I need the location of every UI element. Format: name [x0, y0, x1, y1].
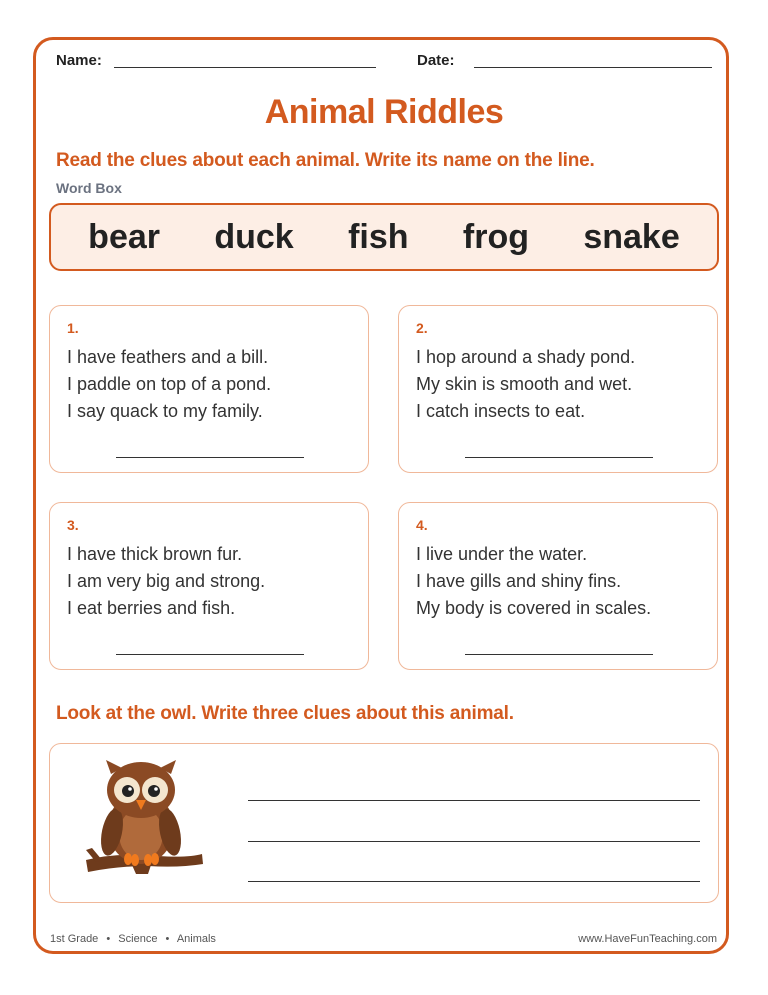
riddle-line: I say quack to my family.	[67, 401, 263, 421]
word-box-label: Word Box	[56, 180, 122, 196]
riddle-text	[67, 344, 271, 425]
tag-grade: 1st Grade	[50, 933, 99, 945]
riddle-text	[416, 541, 651, 622]
word-bear: bear	[88, 217, 160, 256]
riddle-line: I have thick brown fur.	[67, 544, 243, 564]
word-snake: snake	[583, 217, 680, 256]
owl-clue-box	[49, 743, 719, 903]
tag-subject: Science	[118, 933, 158, 945]
owl-icon	[78, 756, 208, 891]
clue-line-1[interactable]	[248, 800, 700, 801]
name-line[interactable]	[114, 67, 376, 68]
word-box	[49, 203, 719, 271]
riddle-line: I have feathers and a bill.	[67, 347, 269, 367]
riddle-line: I hop around a shady pond.	[416, 347, 636, 367]
answer-line-3[interactable]	[116, 654, 304, 655]
riddle-line: I have gills and shiny fins.	[416, 571, 622, 591]
clue-line-2[interactable]	[248, 841, 700, 842]
riddle-number: 1.	[67, 320, 79, 336]
riddle-text	[67, 541, 265, 622]
tag-separator: •	[165, 933, 170, 945]
riddle-line: My body is covered in scales.	[416, 598, 652, 618]
date-line[interactable]	[474, 67, 712, 68]
riddle-number: 4.	[416, 517, 428, 533]
word-frog: frog	[462, 217, 529, 256]
riddle-line: I live under the water.	[416, 544, 588, 564]
riddle-line: I paddle on top of a pond.	[67, 374, 272, 394]
word-fish: fish	[348, 217, 409, 256]
clue-line-3[interactable]	[248, 881, 700, 882]
tag-separator: •	[106, 933, 111, 945]
riddle-card-1	[49, 305, 369, 473]
riddle-card-3	[49, 502, 369, 670]
date-label: Date:	[417, 52, 455, 69]
riddle-number: 3.	[67, 517, 79, 533]
word-duck: duck	[214, 217, 294, 256]
riddle-line: I am very big and strong.	[67, 571, 266, 591]
footer-tags	[50, 933, 216, 945]
footer-website[interactable]: www.HaveFunTeaching.com	[578, 933, 717, 945]
page-title: Animal Riddles	[264, 93, 504, 131]
answer-line-4[interactable]	[465, 654, 653, 655]
riddle-card-2	[398, 305, 718, 473]
instruction-owl: Look at the owl. Write three clues about this animal.	[56, 703, 514, 724]
riddle-line: My skin is smooth and wet.	[416, 374, 633, 394]
answer-line-2[interactable]	[465, 457, 653, 458]
instruction-riddles: Read the clues about each animal. Write its name on the line.	[56, 150, 595, 171]
answer-line-1[interactable]	[116, 457, 304, 458]
riddle-text	[416, 344, 635, 425]
tag-topic: Animals	[176, 933, 216, 945]
name-label: Name:	[56, 52, 102, 69]
riddle-card-4	[398, 502, 718, 670]
riddle-line: I catch insects to eat.	[416, 401, 586, 421]
riddle-number: 2.	[416, 320, 428, 336]
riddle-line: I eat berries and fish.	[67, 598, 236, 618]
